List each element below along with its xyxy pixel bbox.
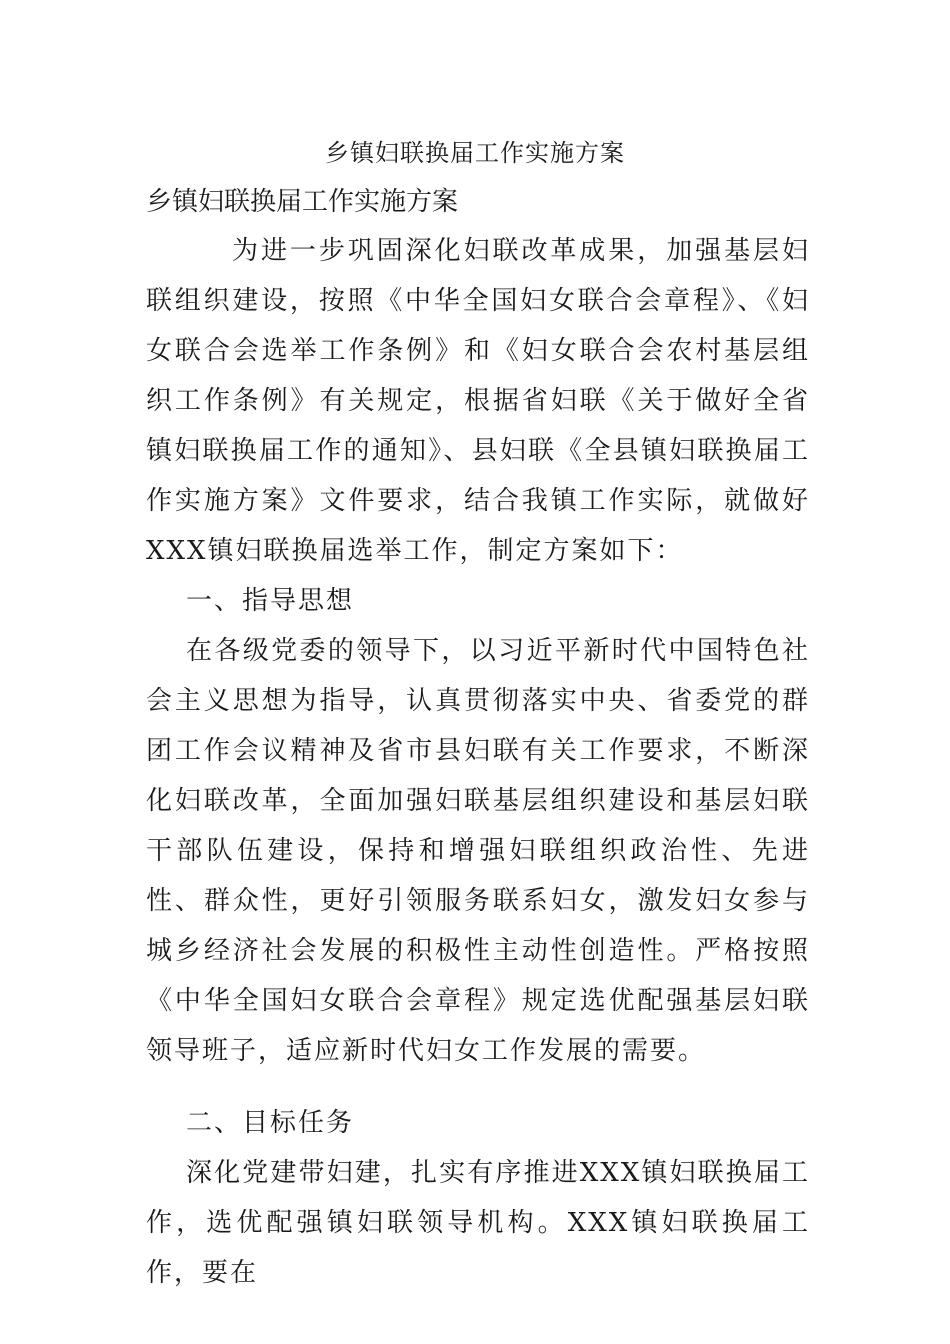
section-paragraph-guiding-ideology: 在各级党委的领导下，以习近平新时代中国特色社会主义思想为指导，认真贯彻落实中央、省委党的群团工作会议精神及省市县妇联有关工作要求，不断深化妇联改革，全面加强妇联基层组织建设和基层妇联干部队伍建设，保持和增强妇联组织政治性、先进性、群众性，更好引领服务联系妇女，激发妇女参与城乡经济社会发展的积极性主动性创造性。严格按照《中华全国妇女联合会章程》规定选优配强基层妇联领导班子，适应新时代妇女工作发展的需要。: [146, 636, 810, 1066]
intro-paragraph: 为进一步巩固深化妇联改革成果，加强基层妇联组织建设，按照《中华全国妇女联合会章程》、《妇女联合会选举工作条例》和《妇女联合会农村基层组织工作条例》有关规定，根据省妇联《关于做好全省镇妇联换届工作的通知》、县妇联《全县镇妇联换届工作实施方案》文件要求，结合我镇工作实际，就做好XXX镇妇联换届选举工作，制定方案如下：: [146, 236, 810, 566]
document-subtitle: 乡镇妇联换届工作实施方案: [146, 187, 459, 217]
document-body: [146, 226, 810, 1298]
section-heading-goals-tasks: 二、目标任务: [186, 1108, 355, 1138]
document-title: 乡镇妇联换届工作实施方案: [325, 139, 625, 167]
section-paragraph-goals-tasks: 深化党建带妇建，扎实有序推进XXX镇妇联换届工作，选优配强镇妇联领导机构。XXX镇妇联换届工作，要在: [146, 1158, 810, 1288]
section-heading-guiding-ideology: 一、指导思想: [186, 586, 355, 616]
